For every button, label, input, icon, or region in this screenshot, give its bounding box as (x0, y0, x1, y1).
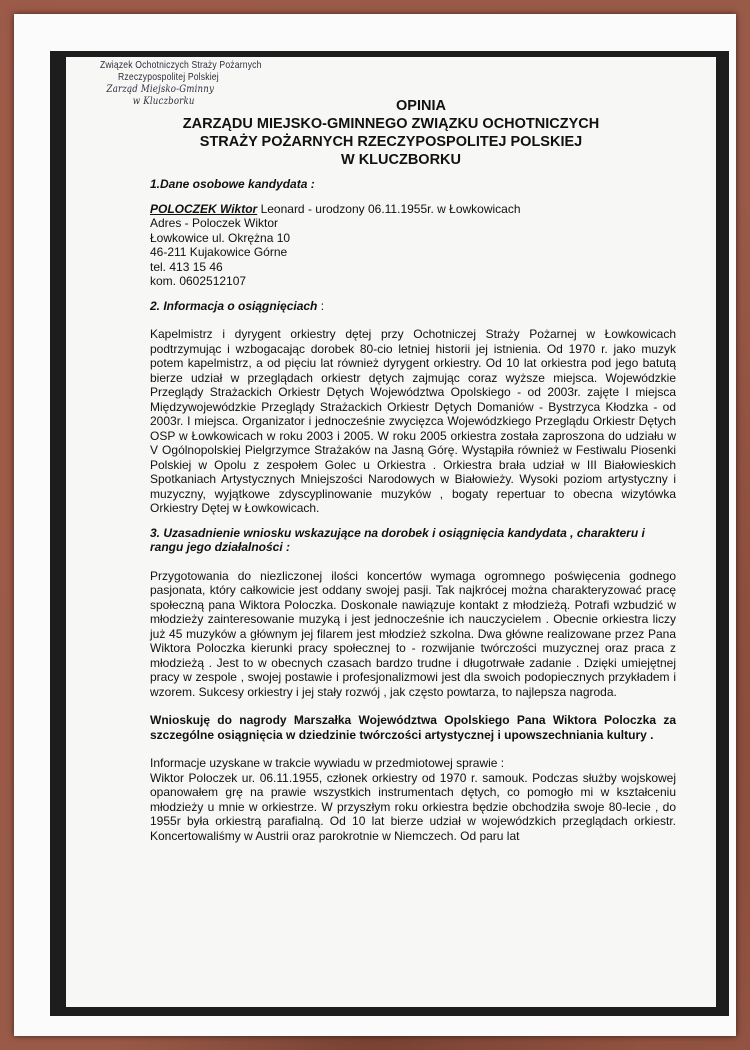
stamp-line: Związek Ochotniczych Straży Pożarnych (100, 59, 262, 71)
address-line: 46-211 Kujakowice Górne (150, 245, 288, 259)
address-line: Adres - Poloczek Wiktor (150, 216, 279, 230)
document-photo (50, 51, 729, 1016)
achievements-paragraph: Kapelmistrz i dyrygent orkiestry dętej przy Ochotniczej Straży Pożarnej w Łowkowicach podtrzymując i wzbogacając dorobek 80-cio letniej historii jej istnienia. Od 1970 r. jako muzyk potem kapelmistrz, a od pięciu lat również dyrygent orkiestry. Od 10 lat orkiestra pod jego batutą bierze udział w przeglądach orkiestr dętych zajmując coraz wyższe miejsca. Wojewódzkie Przeglądy Strażackich Orkiestr Dętych Województwa Opolskiego - od 2003r. zajęte I miejsca Międzywojewódzkie Przeglądy Strażackich Orkiestr Dętych Domaniów - Bystrzyca Kłodzka - od 2003r. I miejsca. Organizator i jednocześnie zwycięzca Wojewódzkiego Przeglądu Orkiestr Dętych OSP w Łowkowicach w roku 2003 i 2005. W roku 2005 orkiestra została zaproszona do udziału w V Ogólnopolskiej Pielgrzymce Strażaków na Jasną Górę. Wystąpiła również w Festiwalu Piosenki Polskiej w Opolu z zespołem Golec u Orkiestra . Orkiestra brała udział w III Białowieskich Spotkaniach Artystycznych Mniejszości Narodowych w Białowieży. Wysoki poziom artystyczny i muzyczny, wyjątkowe zdyscyplinowanie muzyków , bogaty repertuar to obecna wizytówka Orkiestry Dętej w Łowkowicach. (150, 327, 676, 515)
title-line: STRAŻY POŻARNYCH RZECZYPOSPOLITEJ POLSKIEJ (199, 134, 583, 150)
address-line: kom. 0602512107 (150, 274, 247, 288)
title-line: W KLUCZBORKU (340, 152, 461, 168)
document-page (66, 57, 716, 1007)
title-line: ZARZĄDU MIEJSKO-GMINNEGO ZWIĄZKU OCHOTNICZYCH (182, 116, 600, 132)
address-line: Łowkowice ul. Okrężna 10 (150, 230, 291, 245)
stamp-line: w Kluczborku (132, 95, 195, 107)
award-motion: Wnioskuję do nagrody Marszałka Województwa Opolskiego Pana Wiktora Poloczka za szczególne osiągnięcia w dziedzinie twórczości artystycznej i upowszechniania kultury . (150, 713, 676, 742)
candidate-name: POLOCZEK Wiktor (150, 201, 258, 216)
candidate-name-line (150, 202, 676, 217)
address-line: tel. 413 15 46 (150, 259, 223, 274)
stamp-line: Rzeczypospolitej Polskiej (118, 71, 219, 83)
candidate-birth: Leonard - urodzony 06.11.1955r. w Łowkowicach (257, 201, 521, 216)
section-1-heading: 1.Dane osobowe kandydata : (150, 177, 315, 191)
document-title (66, 97, 716, 169)
section-2-heading: 2. Informacja o osiągnięciach (150, 298, 318, 313)
section-2-heading-line (150, 299, 676, 314)
interview-intro: Informacje uzyskane w trakcie wywiadu w przedmiotowej sprawie : (150, 756, 505, 770)
section-2-heading-tail: : (317, 298, 325, 313)
interview-paragraph: Wiktor Poloczek ur. 06.11.1955, członek orkiestry od 1970 r. samouk. Podczas służby wojskowej opanowałem grę na prawie wszystkich instrumentach dętych, co pomogło mi w kształceniu młodzieży u mnie w orkiestrze. W przyszłym roku orkiestra będzie obchodziła swoje 80-lecie , do 1955r była orkiestrą parafialną. Od 10 lat bierze udział w wojewódzkich przeglądach orkiestr. Koncertowaliśmy w Austrii oraz parokrotnie w Niemczech. Od paru lat (150, 770, 676, 843)
justification-paragraph: Przygotowania do niezliczonej ilości koncertów wymaga ogromnego poświęcenia godnego pasjonata, który całkowicie jest oddany swojej pasji. Tak najkrócej można charakteryzować pracę społeczną pana Wiktora Poloczka. Doskonale nawiązuje kontakt z młodzieżą. Potrafi wzbudzić w młodzieży zainteresowanie muzyką i jest jednocześnie ich nauczycielem . Obecnie orkiestra liczy już 45 muzyków a głównym jej filarem jest młodzież szkolna. Dwa główne realizowane przez Pana Wiktora Poloczka kierunki pracy społecznej to - rozwijanie twórczości muzycznej oraz praca z młodzieżą . Jest to w obecnych czasach bardzo trudne i długotrwałe zadanie . Dzięki umiejętnej pracy w zespole , swojej postawie i profesjonalizmowi jest dla swoich podopiecznych przykładem i wzorem. Sukcesy orkiestry i jej stały rozwój , jak często powtarza, to najlepsza nagroda. (150, 568, 676, 699)
section-3-heading: 3. Uzasadnienie wniosku wskazujące na dorobek i osiągnięcia kandydata , charakteru i rangu jego działalności : (150, 525, 645, 554)
stamp-line: Zarząd Miejsko-Gminny (106, 83, 214, 95)
title-line: OPINIA (396, 98, 446, 114)
document-body (150, 177, 676, 843)
photo-mat (14, 14, 736, 1036)
